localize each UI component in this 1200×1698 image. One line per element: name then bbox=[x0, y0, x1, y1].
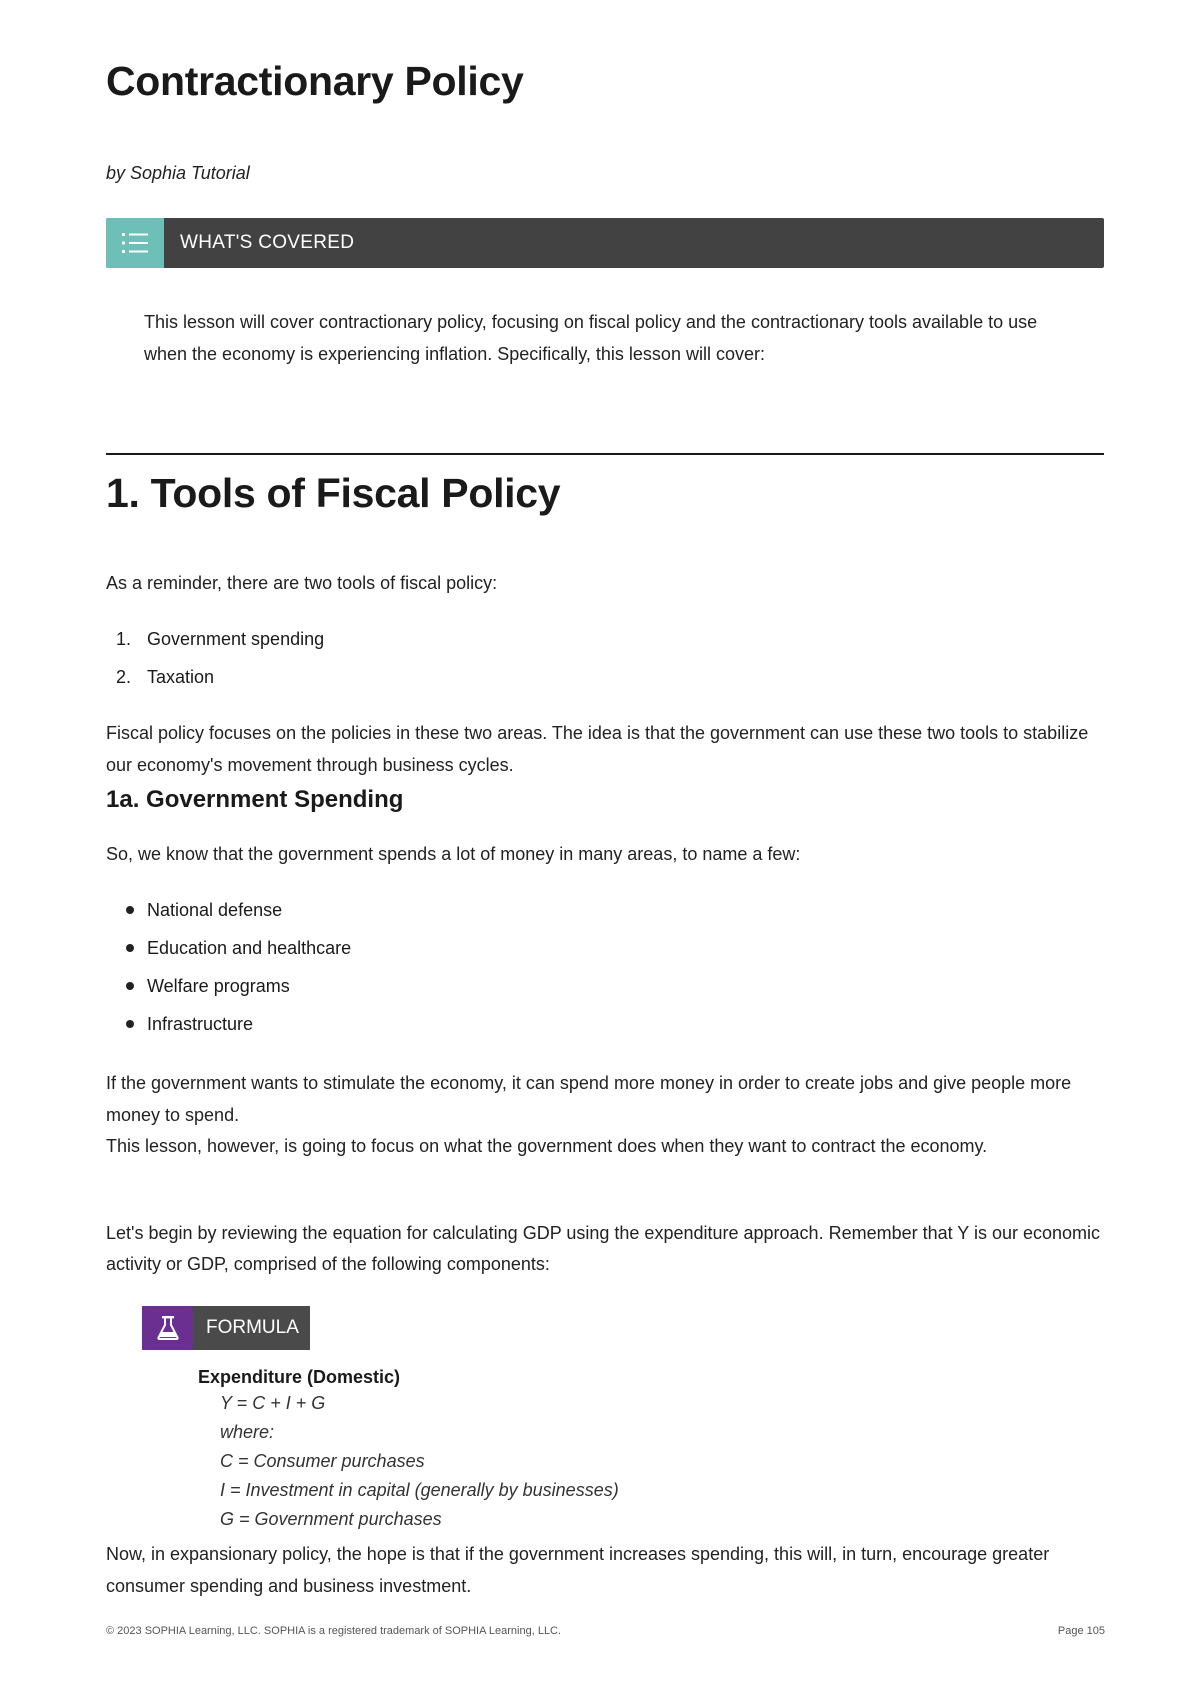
formula-term-g: G = Government purchases bbox=[220, 1509, 442, 1529]
section-divider bbox=[106, 453, 1104, 455]
subsection-heading-government-spending: 1a. Government Spending bbox=[106, 786, 404, 813]
list-item-text: Government spending bbox=[147, 629, 325, 649]
bullet-icon bbox=[126, 982, 134, 990]
list-item-number: 2. bbox=[116, 667, 132, 687]
spending-intro: So, we know that the government spends a lot of money in many areas, to name a few: bbox=[106, 844, 801, 864]
bullet-icon bbox=[126, 944, 134, 952]
gdp-paragraph: Let's begin by reviewing the equation for calculating GDP using the expenditure approach. Remember that Y is our economic activity or GDP, comprised of the following components: bbox=[106, 1223, 1101, 1274]
copyright-footer: © 2023 SOPHIA Learning, LLC. SOPHIA is a registered trademark of SOPHIA Learning, LLC. bbox=[106, 1625, 562, 1637]
formula-where: where: bbox=[220, 1422, 275, 1442]
formula-label: FORMULA bbox=[206, 1317, 299, 1338]
expansionary-paragraph: Now, in expansionary policy, the hope is that if the government increases spending, this will, in turn, encourage greater consumer spending and business investment. bbox=[106, 1544, 1050, 1596]
byline: by Sophia Tutorial bbox=[106, 163, 250, 183]
bullet-icon bbox=[126, 1020, 134, 1028]
list-item-text: National defense bbox=[147, 900, 283, 920]
list-item-text: Welfare programs bbox=[147, 976, 290, 996]
formula-term-i: I = Investment in capital (generally by businesses) bbox=[220, 1480, 619, 1500]
list-item-number: 1. bbox=[116, 629, 132, 649]
list-item-text: Infrastructure bbox=[147, 1014, 254, 1034]
page-number: Page 105 bbox=[1057, 1625, 1105, 1637]
fiscal-policy-summary: Fiscal policy focuses on the policies in these two areas. The idea is that the government can use these two tools to stabilize our economy's movement through business cycles. bbox=[106, 723, 1089, 775]
section-heading-tools: 1. Tools of Fiscal Policy bbox=[106, 470, 561, 516]
formula-heading: Expenditure (Domestic) bbox=[198, 1367, 401, 1387]
whats-covered-text: This lesson will cover contractionary policy, focusing on fiscal policy and the contractionary tools available to use when the economy is experiencing inflation. Specifically, this lesson will cover: bbox=[144, 312, 1038, 364]
formula-term-c: C = Consumer purchases bbox=[220, 1451, 425, 1471]
list-icon bbox=[106, 218, 164, 268]
formula-equation: Y = C + I + G bbox=[220, 1393, 326, 1413]
list-item-text: Taxation bbox=[147, 667, 215, 687]
stimulate-paragraph: If the government wants to stimulate the economy, it can spend more money in order to create jobs and give people more money to spend. bbox=[106, 1073, 1072, 1125]
bullet-icon bbox=[126, 906, 134, 914]
flask-icon bbox=[142, 1306, 193, 1350]
list-item-text: Education and healthcare bbox=[147, 938, 352, 958]
whats-covered-banner bbox=[106, 218, 1104, 268]
contract-paragraph: This lesson, however, is going to focus on what the government does when they want to contract the economy. bbox=[106, 1136, 988, 1156]
formula-badge bbox=[142, 1306, 310, 1350]
tools-intro: As a reminder, there are two tools of fiscal policy: bbox=[106, 573, 498, 593]
document-title: Contractionary Policy bbox=[106, 58, 524, 104]
whats-covered-label: WHAT'S COVERED bbox=[180, 232, 355, 253]
